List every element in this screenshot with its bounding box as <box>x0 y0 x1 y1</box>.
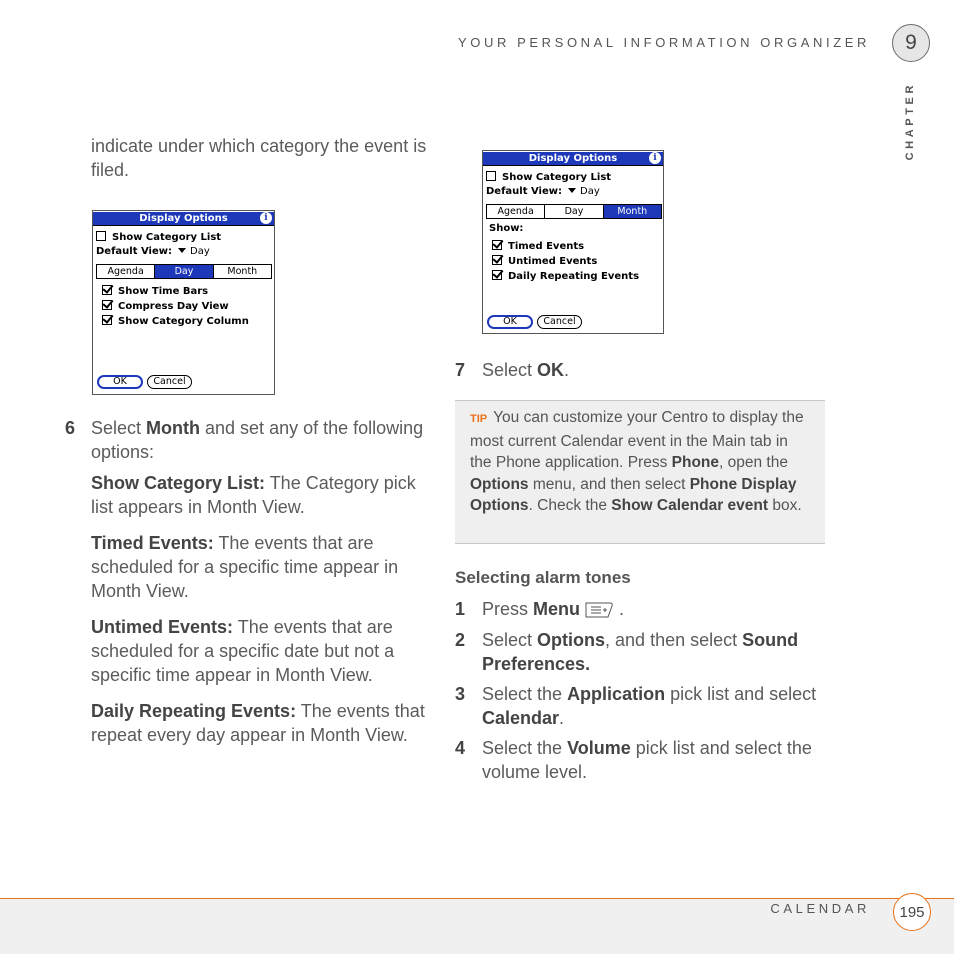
ok-button[interactable]: OK <box>487 315 533 329</box>
step-number: 3 <box>455 684 466 704</box>
tip-box: TIP You can customize your Centro to display the most current Calendar event in the Main tab in the Phone application. Press Phone, open the Options menu, and then select Phone Display Options. Check the Show Calendar event box. <box>455 400 825 544</box>
tip-label: TIP <box>470 413 488 425</box>
checkbox-checked-icon[interactable] <box>492 240 502 250</box>
screen-title-bar <box>483 151 663 165</box>
chapter-number-badge: 9 <box>892 24 930 62</box>
info-icon[interactable]: i <box>649 152 661 164</box>
dropdown-triangle-icon[interactable] <box>568 188 576 193</box>
step-number: 4 <box>455 738 466 758</box>
cancel-button[interactable]: Cancel <box>147 375 192 389</box>
checkbox-checked-icon[interactable] <box>102 285 112 295</box>
option-daily-repeating-events: Daily Repeating Events: The events that repeat every day appear in Month View. <box>91 701 425 745</box>
check-row[interactable] <box>102 315 249 327</box>
show-label: Show: <box>489 223 524 234</box>
display-options-day-screen <box>92 210 275 395</box>
tab-agenda[interactable]: Agenda <box>97 265 155 278</box>
tab-agenda[interactable]: Agenda <box>487 205 545 218</box>
check-label: Timed Events <box>508 241 585 252</box>
footer-section-title: CALENDAR <box>770 901 870 916</box>
step-number: 1 <box>455 599 466 619</box>
tab-day[interactable]: Day <box>155 265 213 278</box>
show-category-list-row[interactable] <box>96 231 221 243</box>
check-label: Show Time Bars <box>118 286 209 297</box>
default-view-label: Default View: <box>96 246 173 257</box>
ok-button[interactable]: OK <box>97 375 143 389</box>
check-label: Compress Day View <box>118 301 229 312</box>
step-number: 7 <box>455 360 466 380</box>
chapter-vertical-label: CHAPTER <box>904 82 916 161</box>
check-label: Untimed Events <box>508 256 598 267</box>
default-view-value[interactable]: Day <box>580 186 600 197</box>
dropdown-triangle-icon[interactable] <box>178 248 186 253</box>
tab-day[interactable]: Day <box>545 205 603 218</box>
view-tabs <box>486 204 662 219</box>
step2-text: Select Options, and then select Sound Preferences. <box>482 630 799 674</box>
step1-text: Press Menu . <box>482 599 625 619</box>
step-number: 6 <box>65 418 76 438</box>
checkbox-checked-icon[interactable] <box>492 255 502 265</box>
check-label: Show Category Column <box>118 316 249 327</box>
cancel-button[interactable]: Cancel <box>537 315 582 329</box>
tab-month[interactable]: Month <box>227 266 258 277</box>
checkbox-unchecked-icon[interactable] <box>486 171 496 181</box>
display-options-month-screen <box>482 150 664 334</box>
view-tabs <box>96 264 272 279</box>
show-category-list-label: Show Category List <box>112 232 222 243</box>
option-timed-events: Timed Events: The events that are scheduled for a specific time appear in Month View. <box>91 533 399 601</box>
option-show-category-list: Show Category List: The Category pick list appears in Month View. <box>91 473 416 517</box>
checkbox-checked-icon[interactable] <box>492 270 502 280</box>
info-icon[interactable]: i <box>260 212 272 224</box>
step7-text: Select OK. <box>482 360 570 380</box>
intro-paragraph: indicate under which category the event is filed. <box>91 136 427 180</box>
default-view-value[interactable]: Day <box>190 246 210 257</box>
show-category-list-row[interactable] <box>486 171 611 183</box>
step6-text: Select Month and set any of the following options: <box>91 418 424 462</box>
screen-title: Display Options <box>93 212 274 226</box>
check-row[interactable] <box>492 270 639 282</box>
step-number: 2 <box>455 630 466 650</box>
screen-title-bar <box>93 211 274 225</box>
tab-month[interactable]: Month <box>604 205 661 218</box>
menu-key-icon <box>584 601 614 619</box>
check-row[interactable] <box>102 300 229 312</box>
check-row[interactable] <box>102 285 208 297</box>
section-heading: Selecting alarm tones <box>455 568 631 587</box>
page-number-badge: 195 <box>893 893 931 931</box>
show-category-list-label: Show Category List <box>502 172 612 183</box>
checkbox-unchecked-icon[interactable] <box>96 231 106 241</box>
screen-title: Display Options <box>483 152 663 166</box>
default-view-label: Default View: <box>486 186 563 197</box>
checkbox-checked-icon[interactable] <box>102 315 112 325</box>
default-view-row <box>486 186 600 197</box>
check-row[interactable] <box>492 240 584 252</box>
step4-text: Select the Volume pick list and select the volume level. <box>482 738 812 782</box>
default-view-row <box>96 246 210 257</box>
running-header: YOUR PERSONAL INFORMATION ORGANIZER <box>457 35 870 50</box>
footer-rule <box>0 898 954 899</box>
step3-text: Select the Application pick list and select Calendar. <box>482 684 817 728</box>
check-row[interactable] <box>492 255 597 267</box>
option-untimed-events: Untimed Events: The events that are scheduled for a specific date but not a specific time appear in Month View. <box>91 617 395 685</box>
checkbox-checked-icon[interactable] <box>102 300 112 310</box>
check-label: Daily Repeating Events <box>508 271 640 282</box>
